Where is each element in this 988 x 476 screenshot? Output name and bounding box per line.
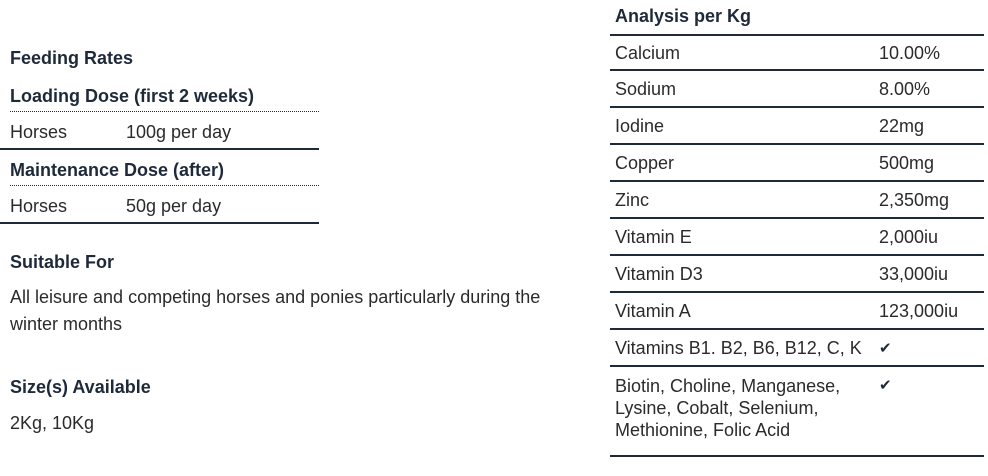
- nutrient-value: 500mg: [879, 153, 935, 173]
- analysis-row: [610, 108, 984, 145]
- nutrient-value: 2,000iu: [879, 227, 939, 247]
- maintenance-dose-heading: Maintenance Dose (after): [10, 154, 319, 186]
- analysis-row: [610, 367, 984, 457]
- analysis-row: [610, 293, 984, 330]
- nutrient-name: Vitamins B1. B2, B6, B12, C, K: [615, 338, 862, 358]
- nutrient-value: 10.00%: [879, 43, 941, 63]
- suitable-for-text: All leisure and competing horses and ponies particularly during the winter months: [10, 287, 541, 334]
- nutrient-name: Calcium: [615, 43, 681, 63]
- analysis-row: [610, 35, 984, 71]
- nutrient-name: Vitamin A: [615, 301, 691, 321]
- analysis-row: [610, 71, 984, 108]
- nutrient-name: Zinc: [615, 190, 650, 210]
- sizes-available-heading: Size(s) Available: [10, 377, 151, 397]
- analysis-row: [610, 182, 984, 219]
- nutrient-name: Iodine: [615, 116, 665, 136]
- loading-dose-heading: Loading Dose (first 2 weeks): [10, 80, 319, 112]
- nutrient-name: Sodium: [615, 79, 677, 99]
- maintenance-dose-amount: 50g per day: [126, 196, 222, 216]
- check-icon: ✔: [879, 339, 892, 357]
- nutrient-name: Biotin, Choline, Manganese, Lysine, Cobalt, Selenium, Methionine, Folic Acid: [615, 376, 841, 440]
- loading-dose-animal: Horses: [10, 122, 68, 142]
- nutrient-name: Copper: [615, 153, 675, 173]
- analysis-row: [610, 256, 984, 293]
- feeding-rates-heading: Feeding Rates: [10, 48, 134, 68]
- analysis-row: [610, 219, 984, 256]
- analysis-title: Analysis per Kg: [615, 6, 752, 26]
- nutrient-value: 8.00%: [879, 79, 931, 99]
- nutrient-value: 123,000iu: [879, 301, 959, 321]
- nutrient-value: 33,000iu: [879, 264, 949, 284]
- analysis-row: [610, 330, 984, 367]
- nutrient-value: 22mg: [879, 116, 925, 136]
- maintenance-dose-animal: Horses: [10, 196, 68, 216]
- loading-dose-amount: 100g per day: [126, 122, 232, 142]
- nutrient-name: Vitamin E: [615, 227, 692, 247]
- sizes-available-text: 2Kg, 10Kg: [10, 413, 95, 433]
- suitable-for-heading: Suitable For: [10, 252, 115, 272]
- loading-dose-row: [0, 114, 319, 150]
- analysis-row: [610, 145, 984, 182]
- maintenance-dose-row: [0, 188, 319, 224]
- check-icon: ✔: [879, 376, 892, 394]
- nutrient-value: 2,350mg: [879, 190, 950, 210]
- nutrient-name: Vitamin D3: [615, 264, 703, 284]
